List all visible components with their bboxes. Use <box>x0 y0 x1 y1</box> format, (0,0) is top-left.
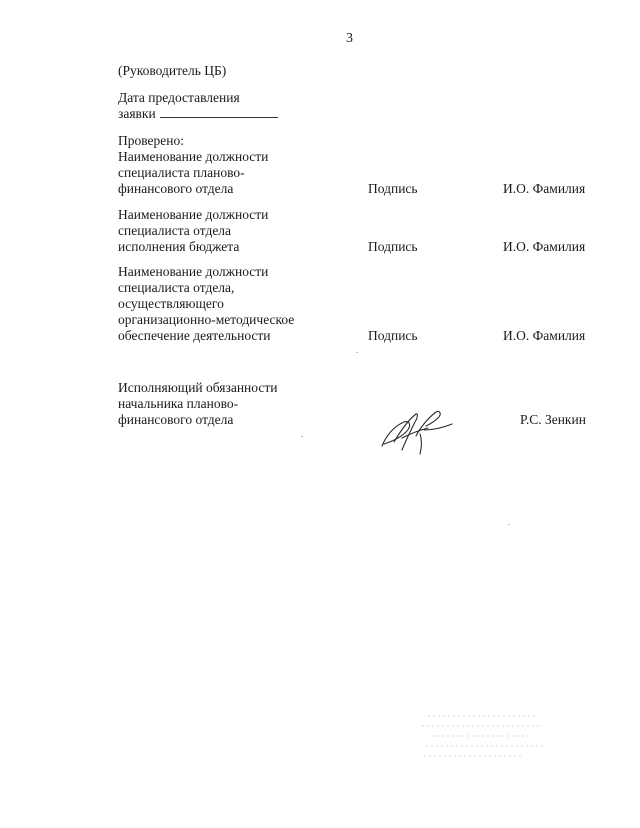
acting-head-line: финансового отдела <box>118 412 234 427</box>
row-2-position-line: специалиста отдела <box>118 223 232 238</box>
acting-head-position <box>118 380 277 428</box>
row-3-position-line: обеспечение деятельности <box>118 328 271 343</box>
row-3-position-line: организационно-методическое <box>118 312 295 327</box>
acting-head-line: начальника планово- <box>118 396 239 411</box>
acting-head-name: Р.С. Зенкин <box>520 412 586 427</box>
request-date-line1: Дата предоставления <box>118 90 240 105</box>
row-2-signature: Подпись <box>368 239 418 254</box>
checked-label: Проверено: <box>118 133 185 148</box>
scan-speck <box>508 524 510 525</box>
row-3-name: И.О. Фамилия <box>503 328 586 343</box>
date-blank-line <box>160 109 278 118</box>
row-2-position <box>118 207 268 255</box>
row-1-signature: Подпись <box>368 181 418 196</box>
acting-head-line: Исполняющий обязанности <box>118 380 278 395</box>
row-1-position-line: специалиста планово- <box>118 165 245 180</box>
row-2-position-line: исполнения бюджета <box>118 239 240 254</box>
header-role: (Руководитель ЦБ) <box>118 63 227 78</box>
row-3-position <box>118 264 294 344</box>
row-2-name: И.О. Фамилия <box>503 239 586 254</box>
row-3-position-line: специалиста отдела, <box>118 280 235 295</box>
row-3-position-line: осуществляющего <box>118 296 224 311</box>
row-1-position-line: Наименование должности <box>118 149 269 164</box>
handwritten-signature <box>376 408 460 456</box>
scan-speck <box>301 436 303 437</box>
request-date-line2: заявки <box>118 106 278 122</box>
scan-speck <box>356 352 358 353</box>
row-3-signature: Подпись <box>368 328 418 343</box>
faded-stamp <box>418 710 548 762</box>
row-3-position-line: Наименование должности <box>118 264 269 279</box>
row-2-position-line: Наименование должности <box>118 207 269 222</box>
request-date-block <box>118 90 278 122</box>
page-number: 3 <box>346 31 353 46</box>
row-1-name: И.О. Фамилия <box>503 181 586 196</box>
row-1-position <box>118 149 268 197</box>
row-1-position-line: финансового отдела <box>118 181 234 196</box>
